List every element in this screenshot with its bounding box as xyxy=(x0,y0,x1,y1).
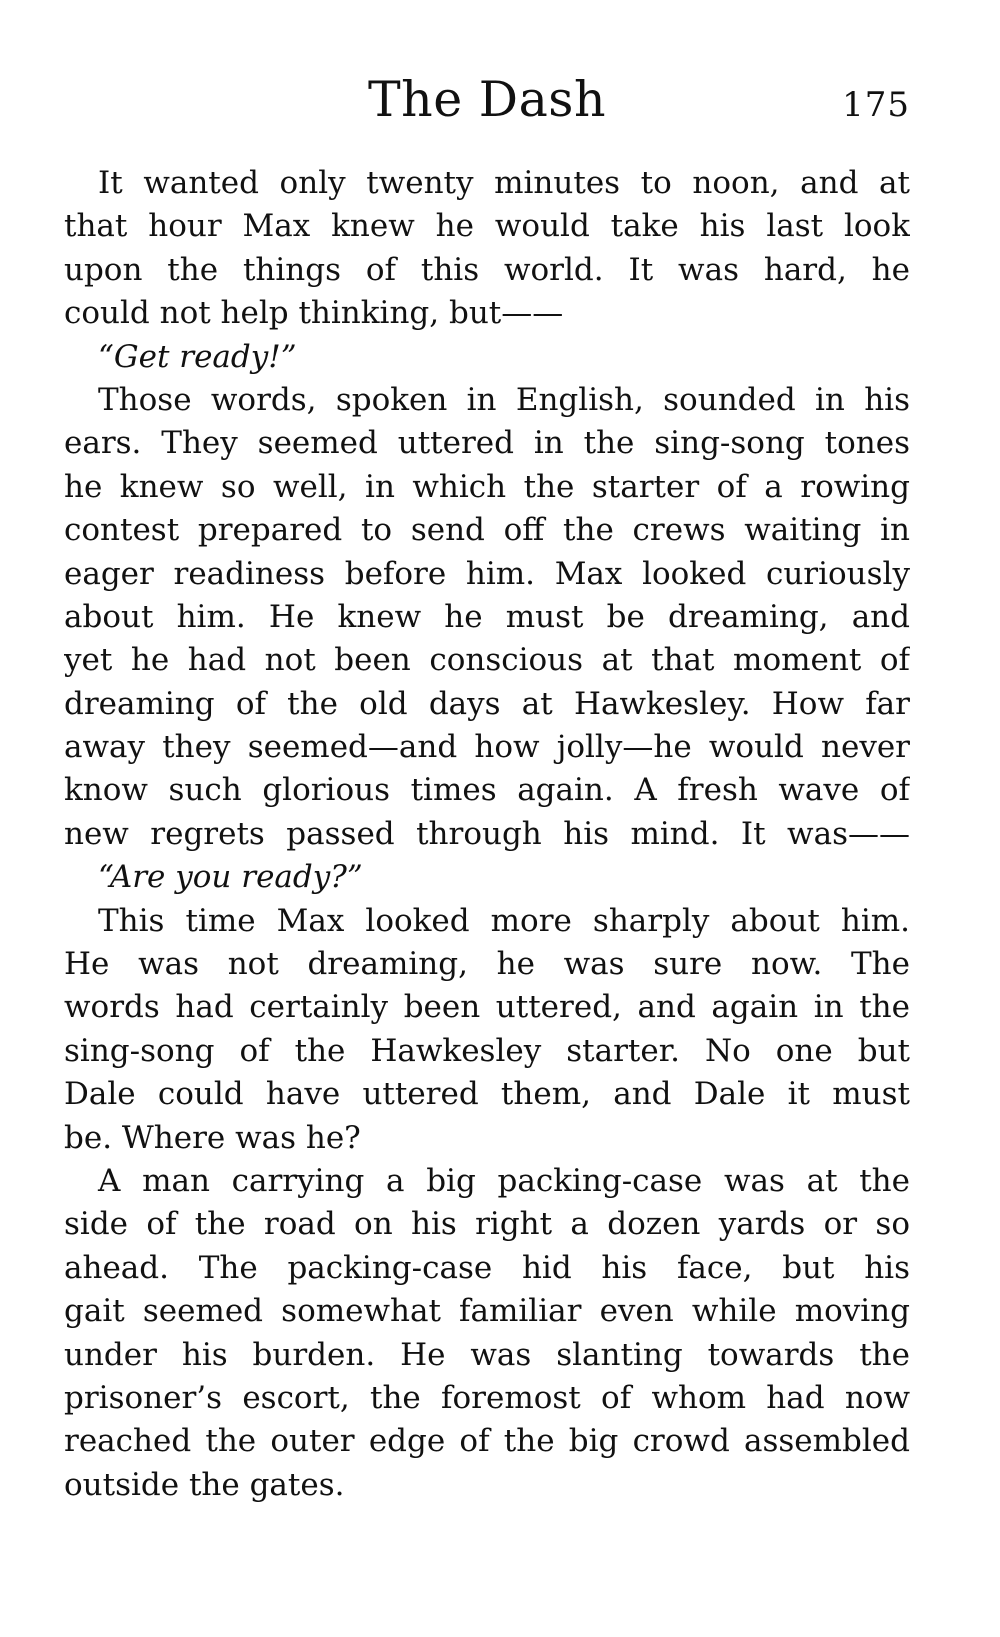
text-line: He was not dreaming, he was sure now. The xyxy=(64,946,910,983)
text-line: new regrets passed through his mind. It was—— xyxy=(64,815,910,852)
text-line: away they seemed—and how jolly—he would never xyxy=(64,729,910,766)
dialogue-line: “Get ready!” xyxy=(98,338,297,375)
text-line: yet he had not been conscious at that moment of xyxy=(64,642,910,679)
text-line: ears. They seemed uttered in the sing-song tones xyxy=(64,425,910,462)
text-line: sing-song of the Hawkesley starter. No one but xyxy=(64,1032,910,1069)
text-line: prisoner’s escort, the foremost of whom had now xyxy=(64,1379,910,1416)
text-line: about him. He knew he must be dreaming, and xyxy=(64,598,910,635)
chapter-title: The Dash xyxy=(367,71,607,128)
text-line: outside the gates. xyxy=(64,1466,345,1503)
text-line: could not help thinking, but—— xyxy=(64,295,564,332)
text-line: Dale could have uttered them, and Dale it must xyxy=(64,1076,910,1113)
text-line: contest prepared to send off the crews waiting in xyxy=(64,512,910,549)
text-line: under his burden. He was slanting towards the xyxy=(64,1336,910,1373)
text-line: dreaming of the old days at Hawkesley. How far xyxy=(64,685,910,722)
text-line: It wanted only twenty minutes to noon, and at xyxy=(98,165,910,201)
text-line: that hour Max knew he would take his last look xyxy=(64,208,910,245)
text-line: Those words, spoken in English, sounded in his xyxy=(98,381,910,418)
text-line: ahead. The packing-case hid his face, but his xyxy=(64,1249,910,1286)
running-header xyxy=(64,70,910,140)
text-line: reached the outer edge of the big crowd assembled xyxy=(64,1423,910,1460)
text-line: be. Where was he? xyxy=(64,1119,361,1156)
text-line: he knew so well, in which the starter of a rowing xyxy=(64,468,910,505)
text-line: know such glorious times again. A fresh wave of xyxy=(64,772,910,809)
text-line: words had certainly been uttered, and again in the xyxy=(64,989,910,1026)
text-line: eager readiness before him. Max looked curiously xyxy=(64,555,910,592)
text-line: This time Max looked more sharply about him. xyxy=(98,902,910,939)
text-line: gait seemed somewhat familiar even while moving xyxy=(64,1293,910,1330)
text-line: side of the road on his right a dozen yards or so xyxy=(64,1206,910,1243)
dialogue-line: “Are you ready?” xyxy=(98,859,363,896)
text-line: A man carrying a big packing-case was at the xyxy=(98,1162,910,1199)
body-text xyxy=(64,162,910,1507)
page-number: 175 xyxy=(842,85,910,125)
text-line: upon the things of this world. It was hard, he xyxy=(64,251,910,288)
